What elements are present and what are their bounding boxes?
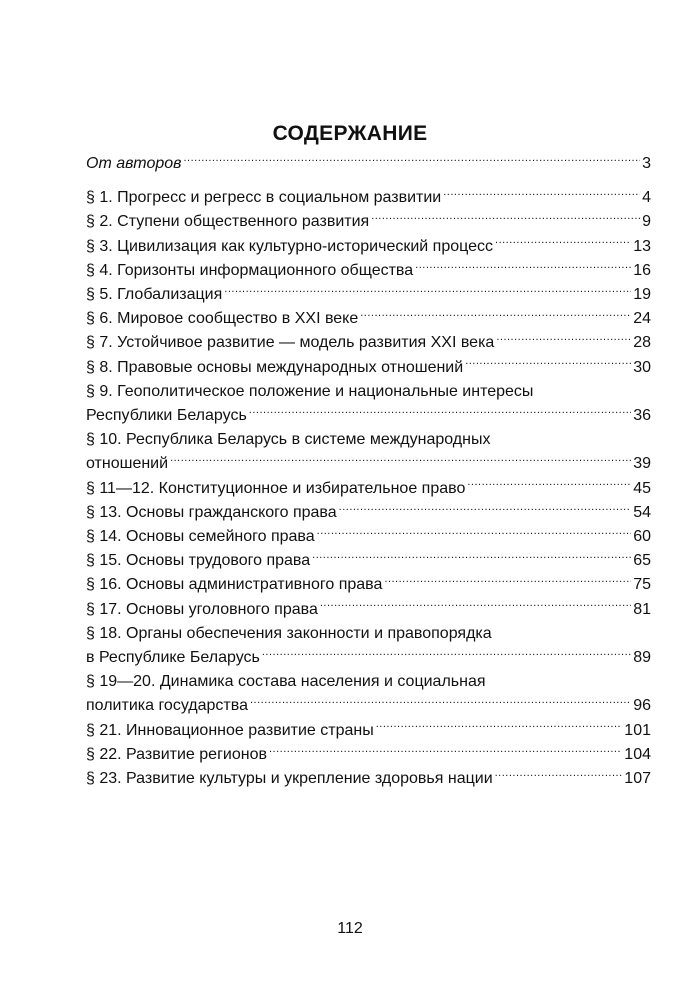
toc-entry-from-authors <box>86 152 651 176</box>
toc-entry-page: 65 <box>633 552 651 570</box>
dot-leader <box>384 573 631 589</box>
toc-entry-page: 45 <box>633 479 651 497</box>
toc-entry-11-12 <box>86 477 651 501</box>
toc-entry-label: § 6. Мировое сообщество в XXI веке <box>86 310 359 328</box>
dot-leader <box>415 259 631 275</box>
toc-entry-label: § 14. Основы семейного права <box>86 528 315 546</box>
toc-entry-22 <box>86 743 651 767</box>
toc-entry-label: § 17. Основы уголовного права <box>86 600 318 618</box>
toc-entry-17 <box>86 598 651 622</box>
toc-entry-label: § 4. Горизонты информационного общества <box>86 261 414 279</box>
toc-entry-label: § 5. Глобализация <box>86 286 223 304</box>
toc-entry-23 <box>86 767 651 791</box>
toc-entry-label: Республики Беларусь <box>86 407 247 425</box>
toc-entry-page: 81 <box>633 600 651 618</box>
toc-entry-4 <box>86 259 651 283</box>
dot-leader <box>250 694 631 710</box>
toc-entry-page: 36 <box>633 407 651 425</box>
toc-entry-label: § 3. Цивилизация как культурно-исторический процесс <box>86 237 494 255</box>
dot-leader <box>249 404 631 420</box>
toc-entry-label: политика государства <box>86 697 248 715</box>
toc-entry-label: § 7. Устойчивое развитие — модель развития XXI века <box>86 334 495 352</box>
dot-leader <box>496 331 631 347</box>
toc-entry-page: 101 <box>624 721 651 739</box>
toc-entry-page: 4 <box>642 189 651 207</box>
toc-entry-7 <box>86 331 651 355</box>
toc-entry-label: § 13. Основы гражданского права <box>86 503 337 521</box>
toc-entry-6 <box>86 307 651 331</box>
toc-entry-label-line1: § 18. Органы обеспечения законности и правопорядка <box>86 624 492 642</box>
dot-leader <box>467 477 631 493</box>
dot-leader <box>269 743 622 759</box>
toc-entry-9 <box>86 380 651 428</box>
toc-entry-19-20 <box>86 670 651 718</box>
toc-entry-1 <box>86 186 651 210</box>
dot-leader <box>339 501 632 517</box>
dot-leader <box>224 283 631 299</box>
toc-entry-label: § 8. Правовые основы международных отношений <box>86 358 464 376</box>
toc-entry-page: 104 <box>624 745 651 763</box>
toc-entry-label: § 15. Основы трудового права <box>86 552 311 570</box>
toc-entry-page: 16 <box>633 261 651 279</box>
toc-entry-2 <box>86 210 651 234</box>
dot-leader <box>262 646 631 662</box>
toc-entry-page: 30 <box>633 358 651 376</box>
table-of-contents <box>86 152 651 791</box>
toc-entry-label: От авторов <box>86 155 182 172</box>
toc-entry-label-line1: § 10. Республика Беларусь в системе международных <box>86 431 491 449</box>
toc-entry-page: 89 <box>633 649 651 667</box>
toc-entry-page: 19 <box>633 286 651 304</box>
toc-entry-label: § 23. Развитие культуры и укрепление здоровья нации <box>86 770 493 788</box>
toc-entry-page: 107 <box>624 770 651 788</box>
toc-entry-18 <box>86 622 651 670</box>
toc-entry-label: § 11—12. Конституционное и избирательное право <box>86 479 466 497</box>
dot-leader <box>360 307 631 323</box>
dot-leader <box>183 152 640 168</box>
dot-leader <box>312 549 631 565</box>
toc-entry-label: в Республике Беларусь <box>86 649 260 667</box>
dot-leader <box>317 525 632 541</box>
toc-entry-page: 3 <box>642 155 651 172</box>
toc-entry-page: 9 <box>642 213 651 231</box>
toc-entry-label: отношений <box>86 455 169 473</box>
toc-entry-label: § 22. Развитие регионов <box>86 745 267 763</box>
dot-leader <box>320 598 631 614</box>
page-title: СОДЕРЖАНИЕ <box>272 122 428 145</box>
dot-leader <box>376 719 623 735</box>
toc-entry-label-line1: § 19—20. Динамика состава населения и социальная <box>86 673 486 691</box>
toc-entry-page: 24 <box>633 310 651 328</box>
toc-entry-label-line1: § 9. Геополитическое положение и национальные интересы <box>86 382 534 400</box>
toc-entry-label: § 16. Основы административного права <box>86 576 383 594</box>
toc-entry-page: 28 <box>633 334 651 352</box>
toc-entry-5 <box>86 283 651 307</box>
toc-entry-3 <box>86 235 651 259</box>
toc-entry-15 <box>86 549 651 573</box>
dot-leader <box>371 210 640 226</box>
toc-entry-page: 13 <box>633 237 651 255</box>
dot-leader <box>170 452 631 468</box>
toc-entry-16 <box>86 573 651 597</box>
toc-entry-13 <box>86 501 651 525</box>
page-number: 112 <box>337 920 363 937</box>
toc-entry-14 <box>86 525 651 549</box>
toc-entry-21 <box>86 719 651 743</box>
toc-entry-label: § 1. Прогресс и регресс в социальном развитии <box>86 189 442 207</box>
toc-entry-page: 39 <box>633 455 651 473</box>
toc-entry-page: 75 <box>633 576 651 594</box>
toc-entry-page: 96 <box>633 697 651 715</box>
toc-entry-page: 54 <box>633 503 651 521</box>
dot-leader <box>495 235 631 251</box>
dot-leader <box>443 186 640 202</box>
toc-entry-label: § 21. Инновационное развитие страны <box>86 721 374 739</box>
toc-entry-label: § 2. Ступени общественного развития <box>86 213 370 231</box>
toc-entry-page: 60 <box>633 528 651 546</box>
toc-entry-10 <box>86 428 651 476</box>
dot-leader <box>495 767 623 783</box>
toc-entry-8 <box>86 356 651 380</box>
dot-leader <box>465 356 631 372</box>
